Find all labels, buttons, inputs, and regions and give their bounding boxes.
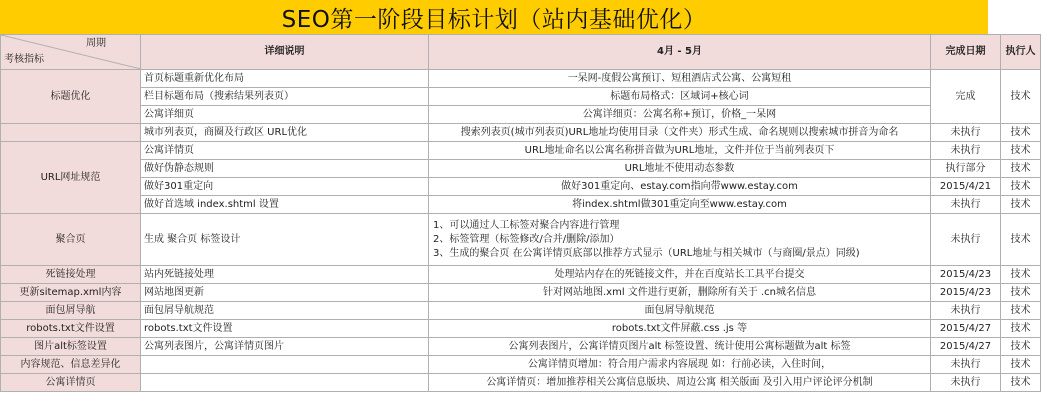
- detail-cell: 公寓列表图片，公寓详情页图片: [141, 338, 429, 356]
- header-row: [1, 35, 1041, 70]
- detail-cell: 公寓详情页: [141, 142, 429, 160]
- detail-cell: 首页标题重新优化布局: [141, 70, 429, 88]
- detail-cell: 栏目标题布局（搜索结果列表页）: [141, 88, 429, 106]
- period-cell: 面包屑导航规范: [429, 302, 931, 320]
- detail-cell: 做好301重定向: [141, 178, 429, 196]
- period-cell: 一呆网-度假公寓预订、短租酒店式公寓、公寓短租: [429, 70, 931, 88]
- date-cell: 未执行: [931, 142, 1001, 160]
- detail-cell: [141, 374, 429, 392]
- owner-cell: 技术: [1001, 356, 1041, 374]
- period-line: 2、标签管理（标签修改/合并/删除/添加）: [433, 233, 620, 245]
- table-row: [1, 88, 1041, 106]
- category-cell: robots.txt文件设置: [1, 320, 141, 338]
- category-cell: 图片alt标签设置: [1, 338, 141, 356]
- category-cell: 死链接处理: [1, 266, 141, 284]
- date-cell: 2015/4/23: [931, 284, 1001, 302]
- detail-cell: 公寓详细页: [141, 106, 429, 124]
- table-row: [1, 214, 1041, 266]
- table-row: [1, 356, 1041, 374]
- owner-cell: 技术: [1001, 70, 1041, 124]
- category-cell: 聚合页: [1, 214, 141, 266]
- owner-cell: 技术: [1001, 320, 1041, 338]
- date-cell: 未执行: [931, 374, 1001, 392]
- table-row: [1, 70, 1041, 88]
- detail-cell: 做好首选域 index.shtml 设置: [141, 196, 429, 214]
- detail-cell: [141, 356, 429, 374]
- category-cell: [1, 124, 141, 142]
- period-cell: 公寓详情页增加：符合用户需求内容展现 如：行前必读，入住时间，: [429, 356, 931, 374]
- period-cell: 做好301重定向、estay.com指向带www.estay.com: [429, 178, 931, 196]
- detail-cell: 面包屑导航规范: [141, 302, 429, 320]
- plan-table: [0, 34, 1041, 392]
- category-cell: 标题优化: [1, 70, 141, 124]
- header-owner: 执行人: [1001, 35, 1041, 70]
- period-cell: 标题布局格式：区域词+核心词: [429, 88, 931, 106]
- detail-cell: 做好伪静态规则: [141, 160, 429, 178]
- owner-cell: 技术: [1001, 374, 1041, 392]
- table-row: [1, 374, 1041, 392]
- owner-cell: 技术: [1001, 124, 1041, 142]
- owner-cell: 技术: [1001, 214, 1041, 266]
- owner-cell: 技术: [1001, 196, 1041, 214]
- period-cell: robots.txt文件屏蔽.css .js 等: [429, 320, 931, 338]
- table-row: [1, 106, 1041, 124]
- table-row: [1, 178, 1041, 196]
- header-metric-label: 考核指标: [4, 54, 44, 65]
- date-cell: 完成: [931, 70, 1001, 124]
- date-cell: 未执行: [931, 196, 1001, 214]
- header-corner-cell: [1, 35, 141, 70]
- date-cell: 2015/4/21: [931, 178, 1001, 196]
- category-cell: 面包屑导航: [1, 302, 141, 320]
- owner-cell: 技术: [1001, 266, 1041, 284]
- period-cell: 处理站内存在的死链接文件，并在百度站长工具平台提交: [429, 266, 931, 284]
- table-row: [1, 302, 1041, 320]
- date-cell: 2015/4/23: [931, 266, 1001, 284]
- detail-cell: 网站地图更新: [141, 284, 429, 302]
- title-right-blank: [988, 0, 1054, 34]
- table-row: [1, 124, 1041, 142]
- period-cell: URL地址不使用动态参数: [429, 160, 931, 178]
- owner-cell: 技术: [1001, 178, 1041, 196]
- date-cell: 执行部分: [931, 160, 1001, 178]
- period-cell: 搜索列表页(城市列表页)URL地址均使用目录（文件夹）形式生成、命名规则以搜索城市拼音为命名: [429, 124, 931, 142]
- table-row: [1, 142, 1041, 160]
- period-line: 3、生成的聚合页 在公寓详情页底部以推荐方式显示（URL地址与相关城市（与商圈/景点）同级): [433, 247, 860, 259]
- owner-cell: 技术: [1001, 302, 1041, 320]
- category-cell: URL网址规范: [1, 142, 141, 214]
- date-cell: 未执行: [931, 302, 1001, 320]
- table-row: [1, 266, 1041, 284]
- period-cell: [429, 214, 931, 266]
- detail-cell: 站内死链接处理: [141, 266, 429, 284]
- table-row: [1, 160, 1041, 178]
- date-cell: 未执行: [931, 214, 1001, 266]
- date-cell: 2015/4/27: [931, 338, 1001, 356]
- category-cell: 内容规范、信息差异化: [1, 356, 141, 374]
- date-cell: 2015/4/27: [931, 320, 1001, 338]
- date-cell: 未执行: [931, 356, 1001, 374]
- period-cell: 公寓详情页：增加推荐相关公寓信息版块、周边公寓 相关版面 及引入用户评论评分机制: [429, 374, 931, 392]
- header-detail: 详细说明: [141, 35, 429, 70]
- page-title: SEO第一阶段目标计划（站内基础优化）: [0, 0, 988, 35]
- period-cell: 针对网站地图.xml 文件进行更新，删除所有关于 .cn城名信息: [429, 284, 931, 302]
- date-cell: 未执行: [931, 124, 1001, 142]
- table-row: [1, 196, 1041, 214]
- period-cell: 将index.shtml做301重定向至www.estay.com: [429, 196, 931, 214]
- header-date: 完成日期: [931, 35, 1001, 70]
- period-cell: URL地址命名以公寓名称拼音做为URL地址，文件并位于当前列表页下: [429, 142, 931, 160]
- owner-cell: 技术: [1001, 142, 1041, 160]
- period-line: 1、可以通过人工标签对聚合内容进行管理: [433, 219, 620, 231]
- detail-cell: 生成 聚合页 标签设计: [141, 214, 429, 266]
- category-cell: 公寓详情页: [1, 374, 141, 392]
- table-row: [1, 338, 1041, 356]
- header-period: 4月 - 5月: [429, 35, 931, 70]
- table-row: [1, 320, 1041, 338]
- owner-cell: 技术: [1001, 160, 1041, 178]
- detail-cell: robots.txt文件设置: [141, 320, 429, 338]
- category-cell: 更新sitemap.xml内容: [1, 284, 141, 302]
- period-cell: 公寓详细页：公寓名称+预订，价格_一呆网: [429, 106, 931, 124]
- owner-cell: 技术: [1001, 338, 1041, 356]
- detail-cell: 城市列表页，商圈及行政区 URL优化: [141, 124, 429, 142]
- owner-cell: 技术: [1001, 284, 1041, 302]
- table-row: [1, 284, 1041, 302]
- period-cell: 公寓列表图片，公寓详情页图片alt 标签设置、统计使用公寓标题做为alt 标签: [429, 338, 931, 356]
- header-period-label: 周期: [86, 38, 106, 49]
